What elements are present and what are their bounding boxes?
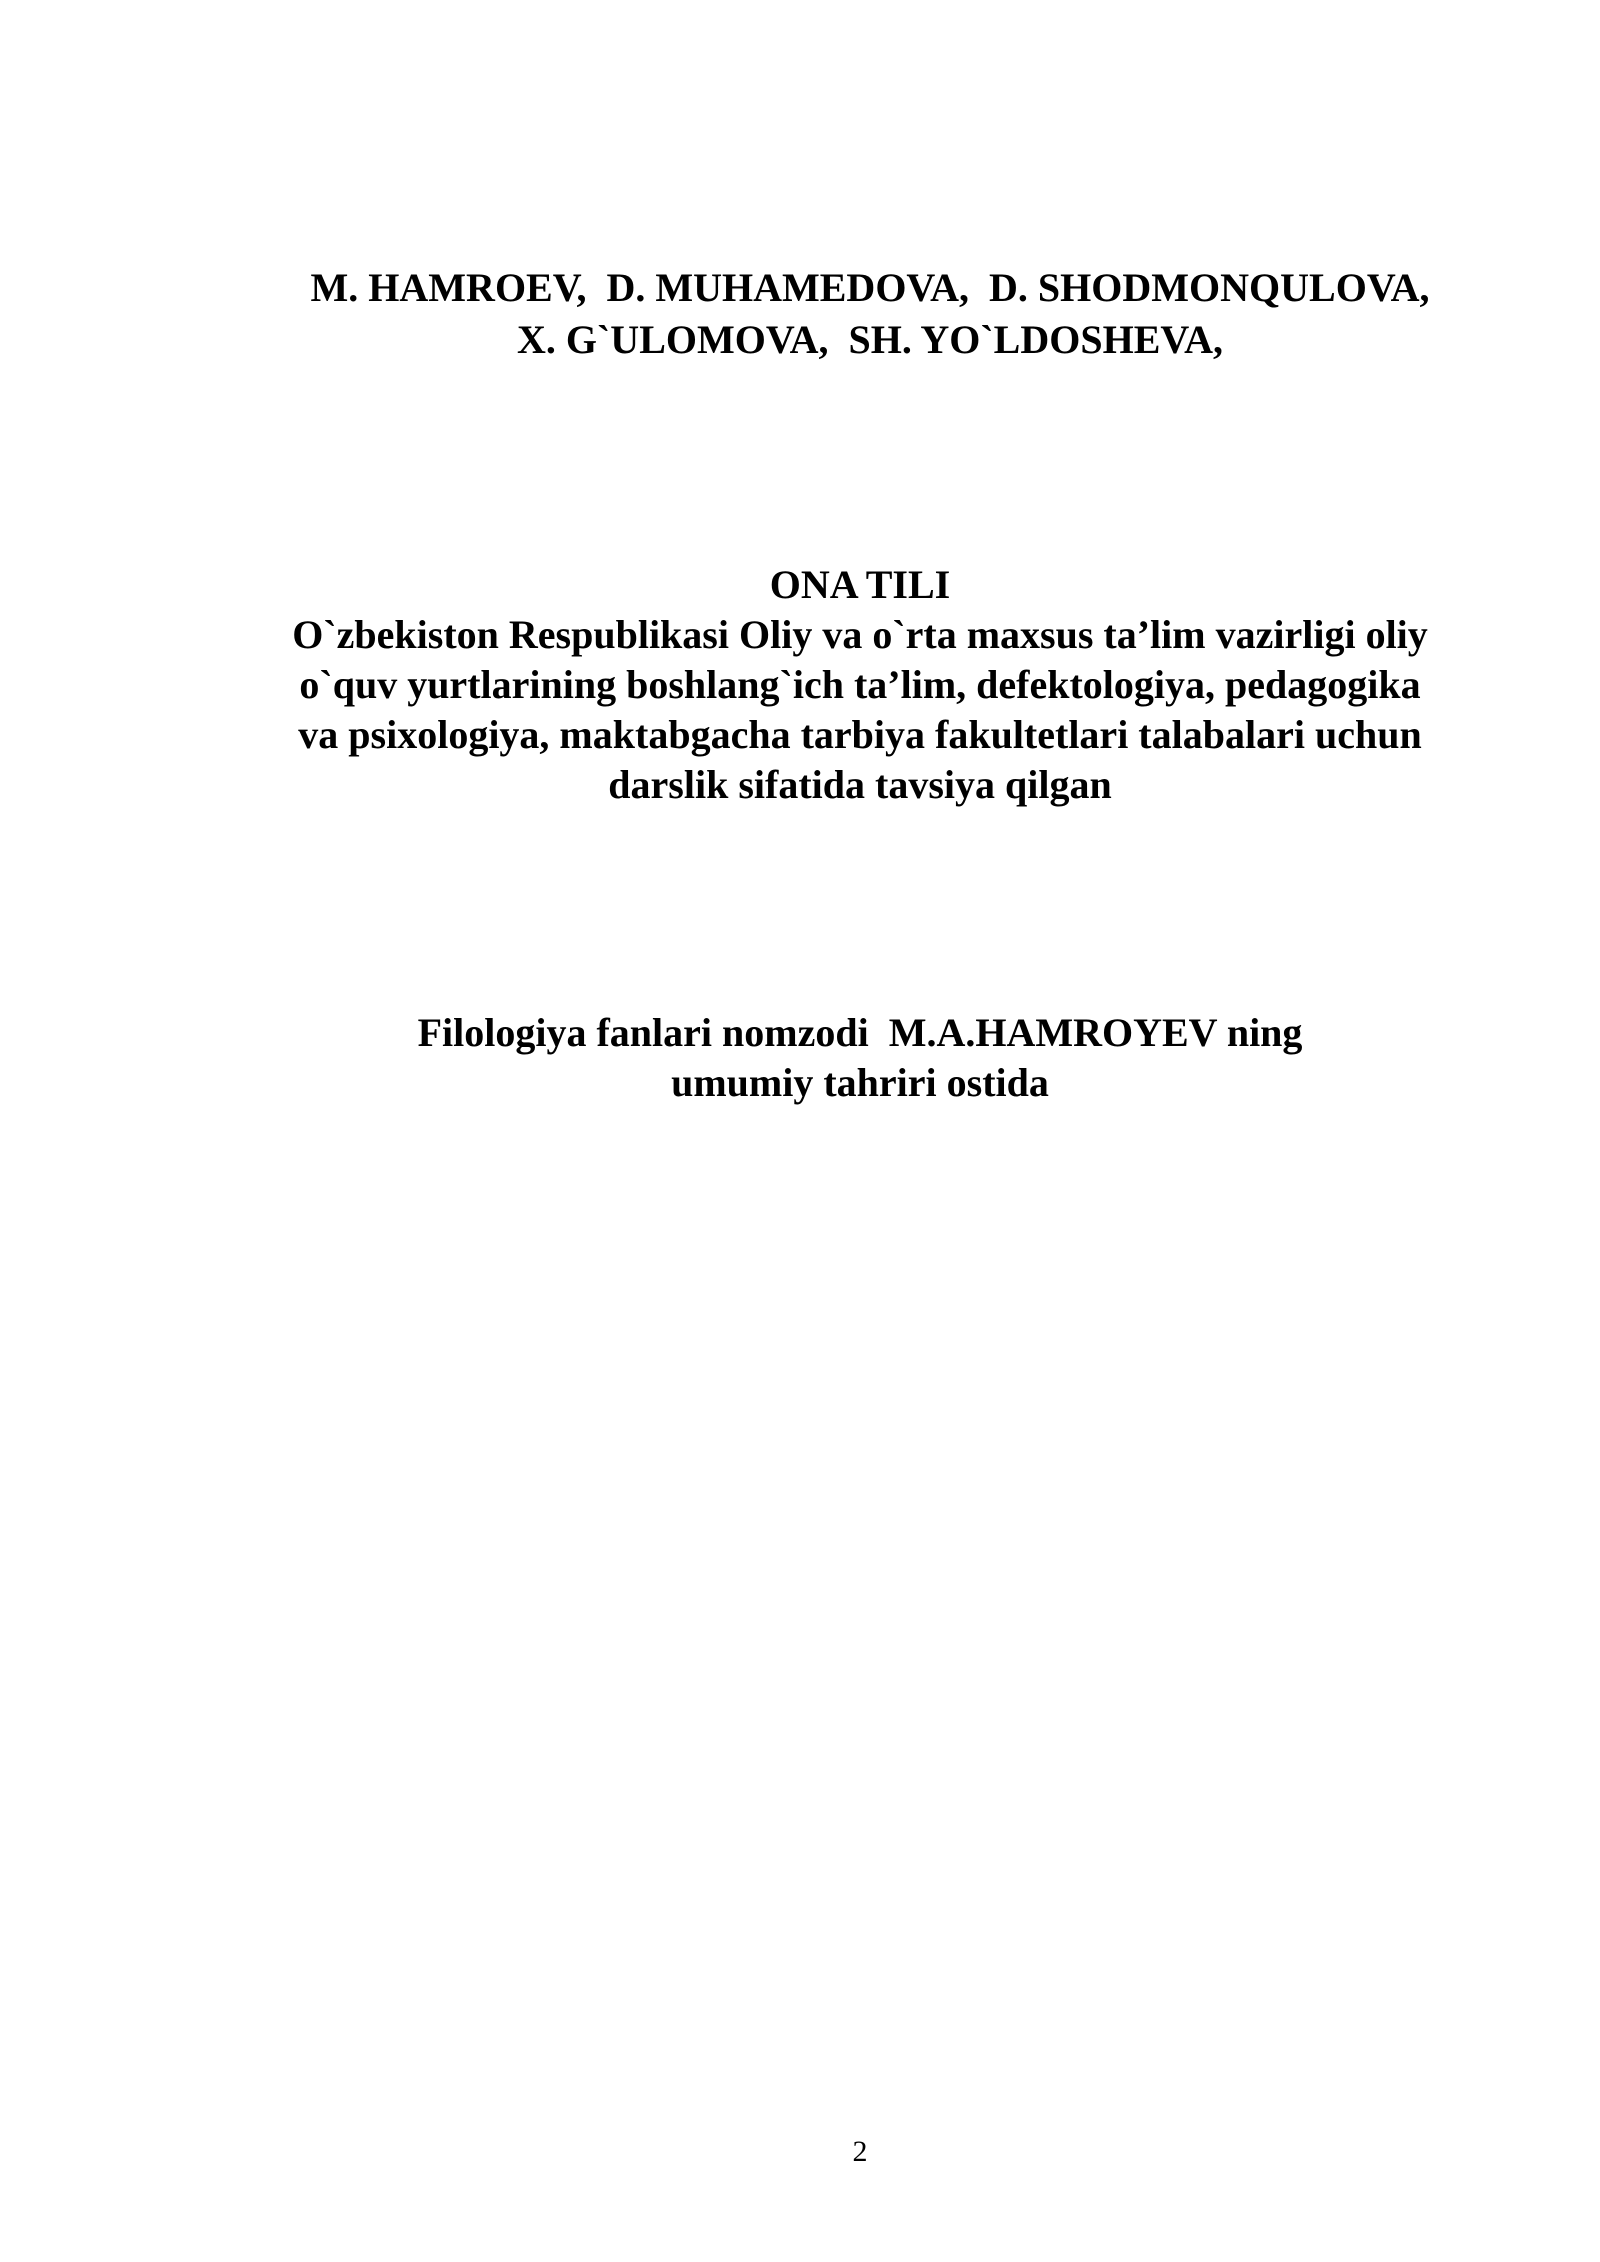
- title-block: [200, 560, 1520, 810]
- description-line: O`zbekiston Respublikasi Oliy va o`rta maxsus ta’lim vazirligi oliy: [292, 612, 1428, 657]
- authors-line: M. HAMROEV, D. MUHAMEDOVA, D. SHODMONQULOVA,: [310, 265, 1430, 310]
- editor-line: umumiy tahriri ostida: [671, 1060, 1049, 1105]
- editor-line: Filologiya fanlari nomzodi M.A.HAMROYEV ning: [417, 1010, 1303, 1055]
- description-line: darslik sifatida tavsiya qilgan: [608, 762, 1112, 807]
- description-line: o`quv yurtlarining boshlang`ich ta’lim, defektologiya, pedagogika: [299, 662, 1421, 707]
- page-number: 2: [852, 2135, 868, 2168]
- description-line: va psixologiya, maktabgacha tarbiya fakultetlari talabalari uchun: [298, 712, 1422, 757]
- authors-line: X. G`ULOMOVA, SH. YO`LDOSHEVA,: [516, 317, 1223, 362]
- editor-block: [200, 1008, 1520, 1108]
- authors-block: [200, 262, 1540, 366]
- book-title: ONA TILI: [769, 562, 951, 607]
